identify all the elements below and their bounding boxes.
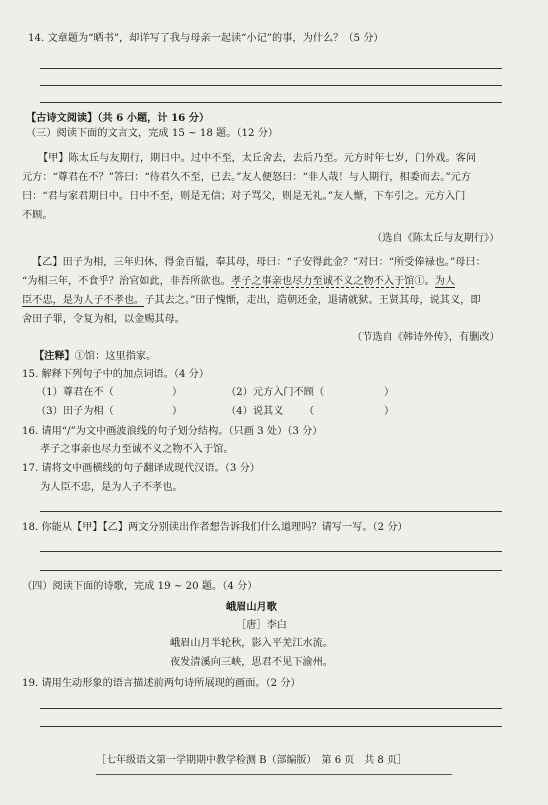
wavy-underlined-sentence: 孝子之事亲也尽力至诚不义之物不入于馆 (230, 276, 415, 287)
answer-line (40, 570, 502, 571)
question-18: 18. 你能从【甲】【乙】两文分别读出作者想告诉我们什么道理吗？请写一写。（2 分） (22, 522, 408, 533)
answer-line (40, 726, 502, 727)
subsection-3-instructions: （三）阅读下面的文言文，完成 15 ~ 18 题。（12 分） (26, 128, 279, 139)
answer-line (40, 551, 502, 552)
question-16: 16. 请用“/”为文中画波浪线的句子划分结构。（只画 3 处）（3 分） (22, 426, 323, 437)
q16-sentence: 孝子之事亲也尽力至诚不义之物不入于馆。 (40, 444, 234, 455)
q15-item-4-close: ） (384, 406, 395, 417)
footnote-marker: ①。 (414, 276, 435, 287)
q15-item-2: （2）元方入门不顾（ (226, 387, 325, 398)
passage-yi-line: 舍田子罪，令复为相，以金赐其母。 (22, 314, 185, 325)
passage-jia-line: 【甲】陈太丘与友期行，期日中。过中不至，太丘舍去，去后乃至。元方时年七岁，门外戏。客问 (38, 153, 477, 164)
answer-line (40, 68, 502, 69)
question-17: 17. 请将文中画横线的句子翻译成现代汉语。（3 分） (22, 463, 260, 474)
poem-author: ［唐］李白 (236, 620, 287, 631)
q15-item-4: （4）说其义 (226, 406, 284, 417)
underlined-sentence-start: 为人 (434, 276, 456, 287)
answer-line (40, 511, 502, 512)
q15-item-2-close: ） (384, 387, 395, 398)
passage-jia-line: 曰：“君与家君期日中。日中不至，则是无信；对子骂父，则是无礼。”友人惭，下车引之。元方入门 (22, 191, 466, 202)
q15-item-4-open: （ (304, 406, 315, 417)
passage-yi-line: 【乙】田子为相，三年归休，得金百镒，奉其母，母曰：“子安得此金？”对曰：“所受俸禄也。”母曰： (32, 257, 486, 268)
question-14: 14. 文章题为“晒书”，却详写了我与母亲一起读“小记”的事，为什么？（5 分） (28, 33, 384, 44)
poem-line: 夜发清溪向三峡，思君不见下渝州。 (170, 657, 333, 668)
q15-item-1-close: ） (172, 387, 183, 398)
note-text: ①馆：这里指家。 (74, 351, 157, 362)
answer-line (40, 102, 502, 103)
passage-yi-line (22, 294, 481, 308)
page-footer: ［七年级语文第一学期期中教学检测 B（部编版） 第 6 页 共 8 页］ (96, 755, 407, 766)
passage-yi-text: 子其去之。”田子愧惭，走出，造朝还金，退请就狱。王贤其母，说其义，即 (144, 295, 481, 306)
q17-sentence: 为人臣不忠，是为人子不孝也。 (40, 482, 183, 493)
note-label: 【注释】 (34, 350, 75, 362)
footer-divider (96, 774, 452, 775)
poem-title: 峨眉山月歌 (226, 601, 277, 613)
passage-jia-source: （选自《陈太丘与友期行》） (372, 233, 500, 244)
passage-yi-text: “为相三年，不食乎？治官如此，非吾所欲也。 (22, 276, 231, 287)
poem-line: 峨眉山月半轮秋，影入平羌江水流。 (170, 638, 333, 649)
question-19: 19. 请用生动形象的语言描述前两句诗所展现的画面。（2 分） (22, 678, 301, 689)
underlined-sentence-end: 臣不忠，是为人子不孝也。 (22, 295, 145, 306)
subsection-4-instructions: （四）阅读下面的诗歌，完成 19 ~ 20 题。（4 分） (22, 581, 258, 592)
passage-yi-line (22, 275, 455, 289)
question-15: 15. 解释下列句子中的加点词语。（4 分） (22, 369, 210, 380)
annotation-note (34, 349, 156, 364)
section-header-classical: 【古诗文阅读】（共 6 小题，计 16 分） (26, 112, 210, 124)
passage-jia-line: 元方：“尊君在不？”答曰：“待君久不至，已去。”友人便怒曰：“非人哉！与人期行，相委而去。”元方 (22, 172, 471, 183)
passage-yi-source: （节选自《韩诗外传》，有删改） (352, 332, 500, 343)
q15-item-1: （1）尊君在不（ (36, 387, 114, 398)
answer-line (40, 85, 502, 86)
q15-item-3: （3）田子为相（ (36, 406, 114, 417)
passage-jia-line: 不顾。 (22, 210, 53, 221)
q15-item-3-close: ） (172, 406, 183, 417)
answer-line (40, 708, 502, 709)
